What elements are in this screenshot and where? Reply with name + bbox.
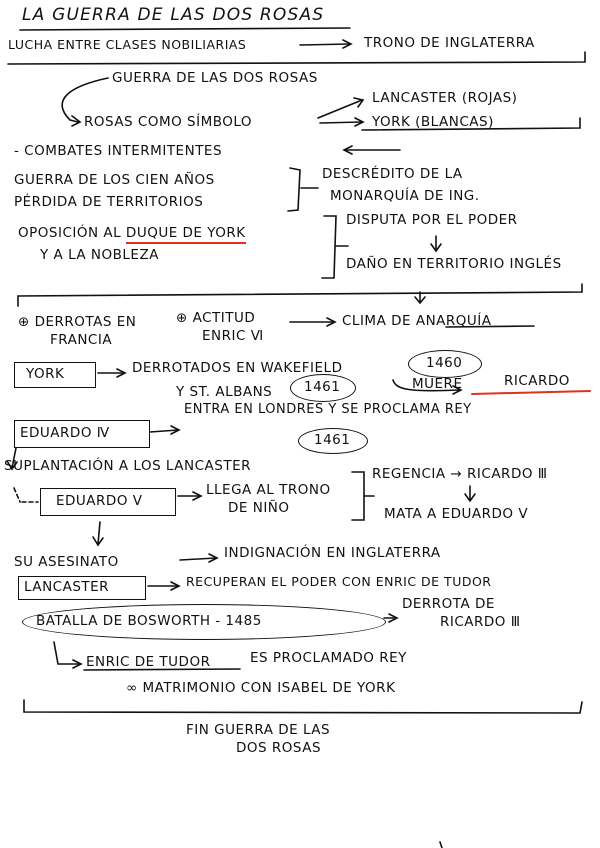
entra-londres: ENTRA EN LONDRES Y SE PROCLAMA REY xyxy=(184,402,472,417)
rosas-symbol: ROSAS COMO SÍMBOLO xyxy=(84,114,253,130)
combates: - COMBATES INTERMITENTES xyxy=(14,143,223,159)
fin-line1: FIN GUERRA DE LAS xyxy=(186,722,331,738)
york-label: YORK xyxy=(26,366,65,382)
recuperan: RECUPERAN EL PODER CON ENRIC DE TUDOR xyxy=(186,574,492,589)
year-1461: 1461 xyxy=(304,379,341,395)
enric-tudor: ENRIC DE TUDOR xyxy=(86,654,211,670)
arrow-lancaster xyxy=(318,100,362,118)
guerra-heading: GUERRA DE LAS DOS ROSAS xyxy=(112,70,318,86)
derrotas-line1: ⊕ DERROTAS EN xyxy=(18,314,137,330)
st-albans: Y ST. ALBANS xyxy=(176,384,273,400)
derrotados-wakefield: DERROTADOS EN WAKEFIELD xyxy=(132,360,343,376)
descredito-line2: MONARQUÍA DE ING. xyxy=(330,188,480,204)
clima-label: CLIMA DE xyxy=(342,313,412,329)
regencia: REGENCIA → RICARDO Ⅲ xyxy=(372,466,548,482)
disputa-poder: DISPUTA POR EL PODER xyxy=(346,212,518,228)
suplantacion: SUPLANTACIÓN A LOS LANCASTER xyxy=(4,458,251,474)
line1-left: LUCHA ENTRE CLASES NOBILIARIAS xyxy=(8,37,247,52)
indignacion: INDIGNACIÓN EN INGLATERRA xyxy=(224,545,441,561)
perdida-territorios: PÉRDIDA DE TERRITORIOS xyxy=(14,194,204,210)
matrimonio: ∞ MATRIMONIO CON ISABEL DE YORK xyxy=(126,680,396,696)
llega-line1: LLEGA AL TRONO xyxy=(206,482,331,498)
proclamado-rey: ES PROCLAMADO REY xyxy=(250,650,407,666)
bracket-line1 xyxy=(8,52,585,64)
brace-regencia xyxy=(352,472,364,520)
asesinato: SU ASESINATO xyxy=(14,554,119,570)
brace-oposicion xyxy=(322,216,336,278)
ricardo-underline xyxy=(472,391,590,394)
eduardo4-label: EDUARDO Ⅳ xyxy=(20,425,110,441)
page-title: LA GUERRA DE LAS DOS ROSAS xyxy=(22,5,325,25)
lancaster-rojas: LANCASTER (ROJAS) xyxy=(372,90,518,106)
descredito-line1: DESCRÉDITO DE LA xyxy=(322,166,463,182)
actitud-line2: ENRIC Ⅵ xyxy=(202,328,264,344)
year-1460: 1460 xyxy=(426,355,463,371)
ricardo: RICARDO xyxy=(504,373,570,389)
cien-anos: GUERRA DE LOS CIEN AÑOS xyxy=(14,172,215,188)
duque-york: DUQUE DE YORK xyxy=(126,225,246,244)
oposicion-label: OPOSICIÓN AL xyxy=(18,225,122,241)
lancaster-label: LANCASTER xyxy=(24,579,110,595)
york-blancas: YORK (BLANCAS) xyxy=(372,114,494,130)
eduardo5-label: EDUARDO Ⅴ xyxy=(56,493,143,509)
dano-territorio: DAÑO EN TERRITORIO INGLÉS xyxy=(346,256,562,272)
derrotas-line2: FRANCIA xyxy=(50,332,113,348)
fin-line2: DOS ROSAS xyxy=(236,740,322,756)
year-1461b: 1461 xyxy=(314,432,351,448)
derrota-line2: RICARDO Ⅲ xyxy=(440,614,521,630)
divider-2 xyxy=(18,284,582,306)
actitud-line1: ⊕ ACTITUD xyxy=(176,310,256,326)
title-underline xyxy=(20,28,350,30)
anarquia: ANARQUÍA xyxy=(415,313,492,329)
bracket-final xyxy=(24,700,582,713)
oposicion-line2: Y A LA NOBLEZA xyxy=(40,247,159,263)
muere: MUERE xyxy=(412,376,463,392)
llega-line2: DE NIÑO xyxy=(228,500,290,516)
mata-eduardo: MATA A EDUARDO Ⅴ xyxy=(384,506,529,522)
derrota-line1: DERROTA DE xyxy=(402,596,495,612)
line1-right: TRONO DE INGLATERRA xyxy=(364,35,535,51)
brace-cien xyxy=(288,168,300,211)
arrow-line1 xyxy=(300,44,350,45)
oposicion-line1 xyxy=(18,225,246,241)
clima-anarquia xyxy=(342,313,492,329)
bosworth: BATALLA DE BOSWORTH - 1485 xyxy=(36,613,262,629)
